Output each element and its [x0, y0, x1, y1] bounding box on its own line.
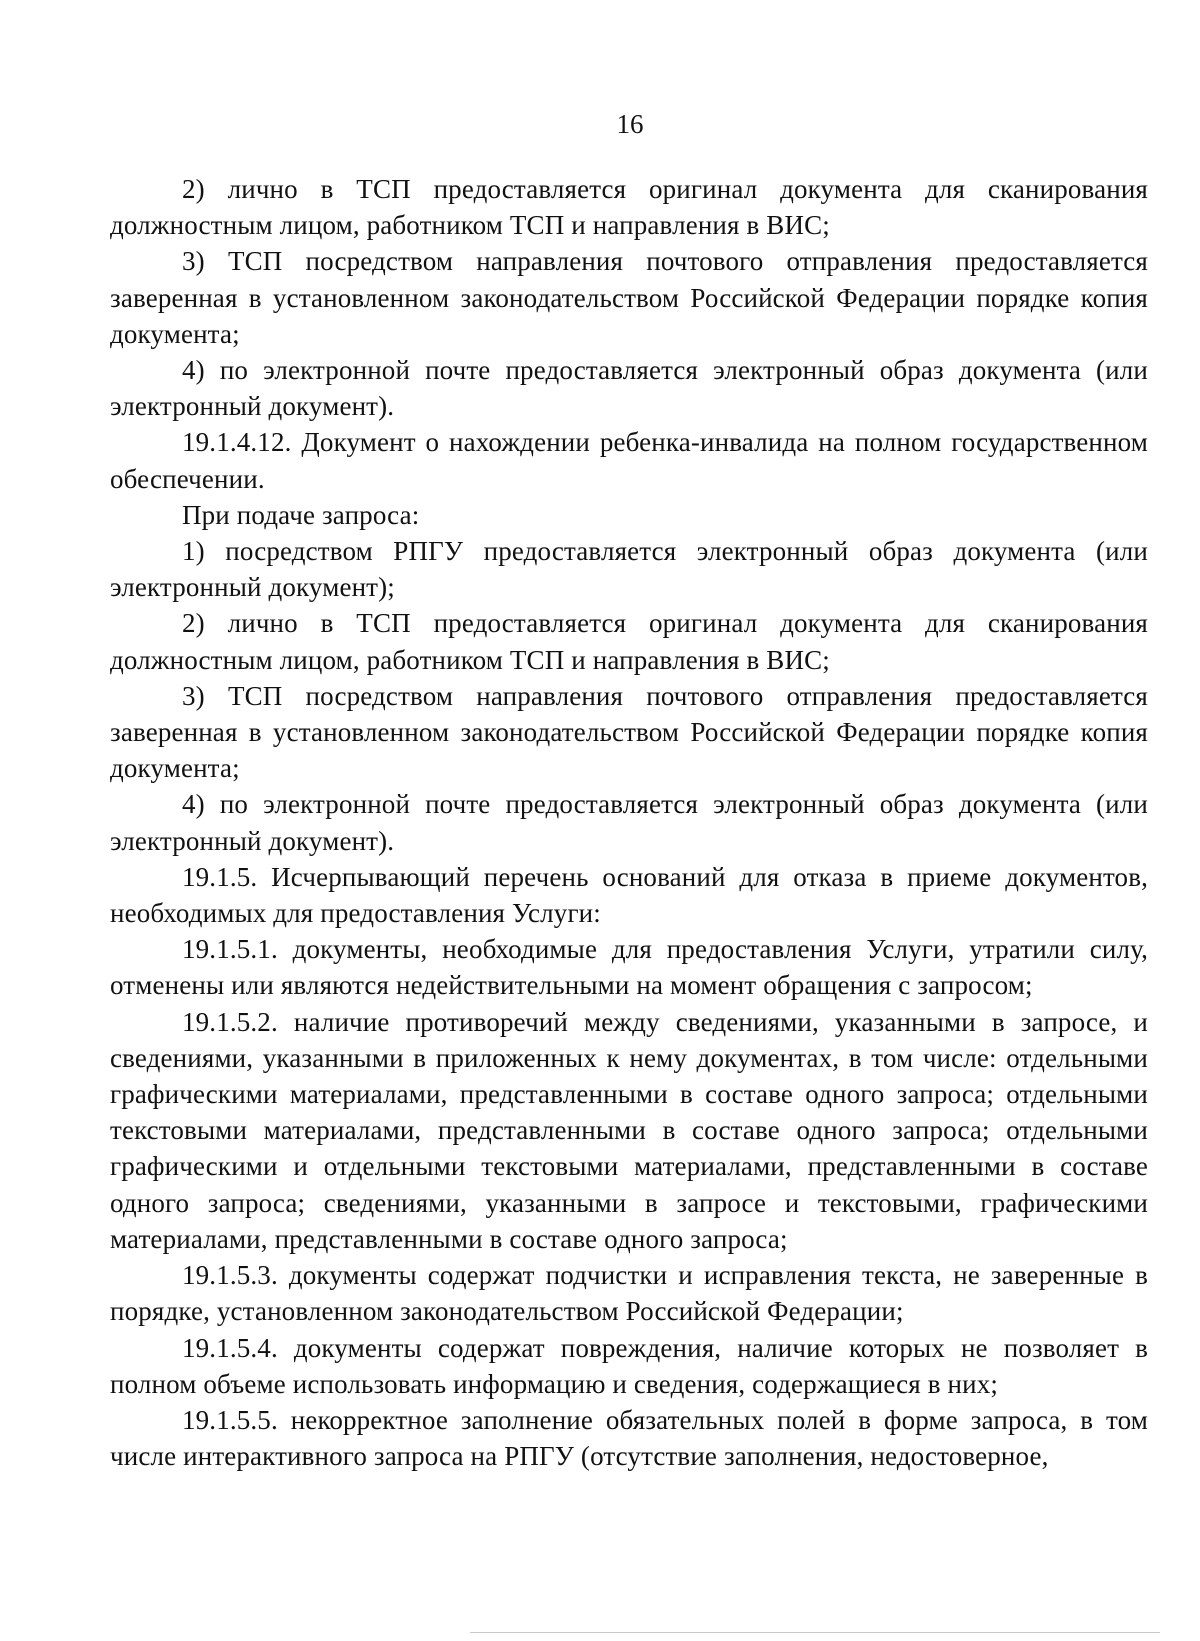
paragraph-section-19-1-5-2: 19.1.5.2. наличие противоречий между сведениями, указанными в запросе, и сведениями, указанными в приложенных к нему документах, в том числе: отдельными графическими материалами, представленными в составе одного запроса; отдельными текстовыми материалами, представленными в составе одного запроса; отдельными графическими и отдельными текстовыми материалами, представленными в составе одного запроса; сведениями, указанными в запросе и текстовыми, графическими материалами, представленными в составе одного запроса;: [110, 1006, 1148, 1254]
document-body: [110, 171, 1148, 1474]
paragraph-section-19-1-5: 19.1.5. Исчерпывающий перечень оснований для отказа в приеме документов, необходимых для предоставления Услуги:: [110, 861, 1148, 929]
paragraph-when-submitting-request: При подаче запроса:: [182, 499, 420, 530]
paragraph-submission-via-rpgu: 1) посредством РПГУ предоставляется электронный образ документа (или электронный документ);: [110, 536, 1148, 603]
paragraph-submission-by-email-2: 4) по электронной почте предоставляется электронный образ документа (или электронный документ).: [110, 789, 1148, 856]
paragraph-section-19-1-5-1: 19.1.5.1. документы, необходимые для предоставления Услуги, утратили силу, отменены или являются недействительными на момент обращения с запросом;: [110, 934, 1148, 1001]
paragraph-section-19-1-4-12: 19.1.4.12. Документ о нахождении ребенка-инвалида на полном государственном обеспечении.: [110, 427, 1148, 494]
paragraph-submission-by-mail-1: 3) ТСП посредством направления почтового отправления предоставляется заверенная в установленном законодательством Российской Федерации порядке копия документа;: [110, 246, 1148, 349]
paragraph-submission-by-email-1: 4) по электронной почте предоставляется электронный образ документа (или электронный документ).: [110, 355, 1148, 422]
scan-edge-divider: [470, 1632, 1160, 1633]
paragraph-submission-by-mail-2: 3) ТСП посредством направления почтового отправления предоставляется заверенная в установленном законодательством Российской Федерации порядке копия документа;: [110, 680, 1148, 784]
paragraph-section-19-1-5-3: 19.1.5.3. документы содержат подчистки и исправления текста, не заверенные в порядке, установленном законодательством Российской Федерации;: [110, 1260, 1148, 1327]
paragraph-submission-in-person-1: 2) лично в ТСП предоставляется оригинал документа для сканирования должностным лицом, работником ТСП и направления в ВИС;: [110, 174, 1148, 241]
page-number: 16: [616, 109, 644, 139]
paragraph-section-19-1-5-4: 19.1.5.4. документы содержат повреждения, наличие которых не позволяет в полном объеме использовать информацию и сведения, содержащиеся в них;: [110, 1332, 1148, 1399]
paragraph-section-19-1-5-5: 19.1.5.5. некорректное заполнение обязательных полей в форме запроса, в том числе интерактивного запроса на РПГУ (отсутствие заполнения, недостоверное,: [110, 1404, 1148, 1472]
paragraph-submission-in-person-2: 2) лично в ТСП предоставляется оригинал документа для сканирования должностным лицом, работником ТСП и направления в ВИС;: [110, 608, 1148, 675]
